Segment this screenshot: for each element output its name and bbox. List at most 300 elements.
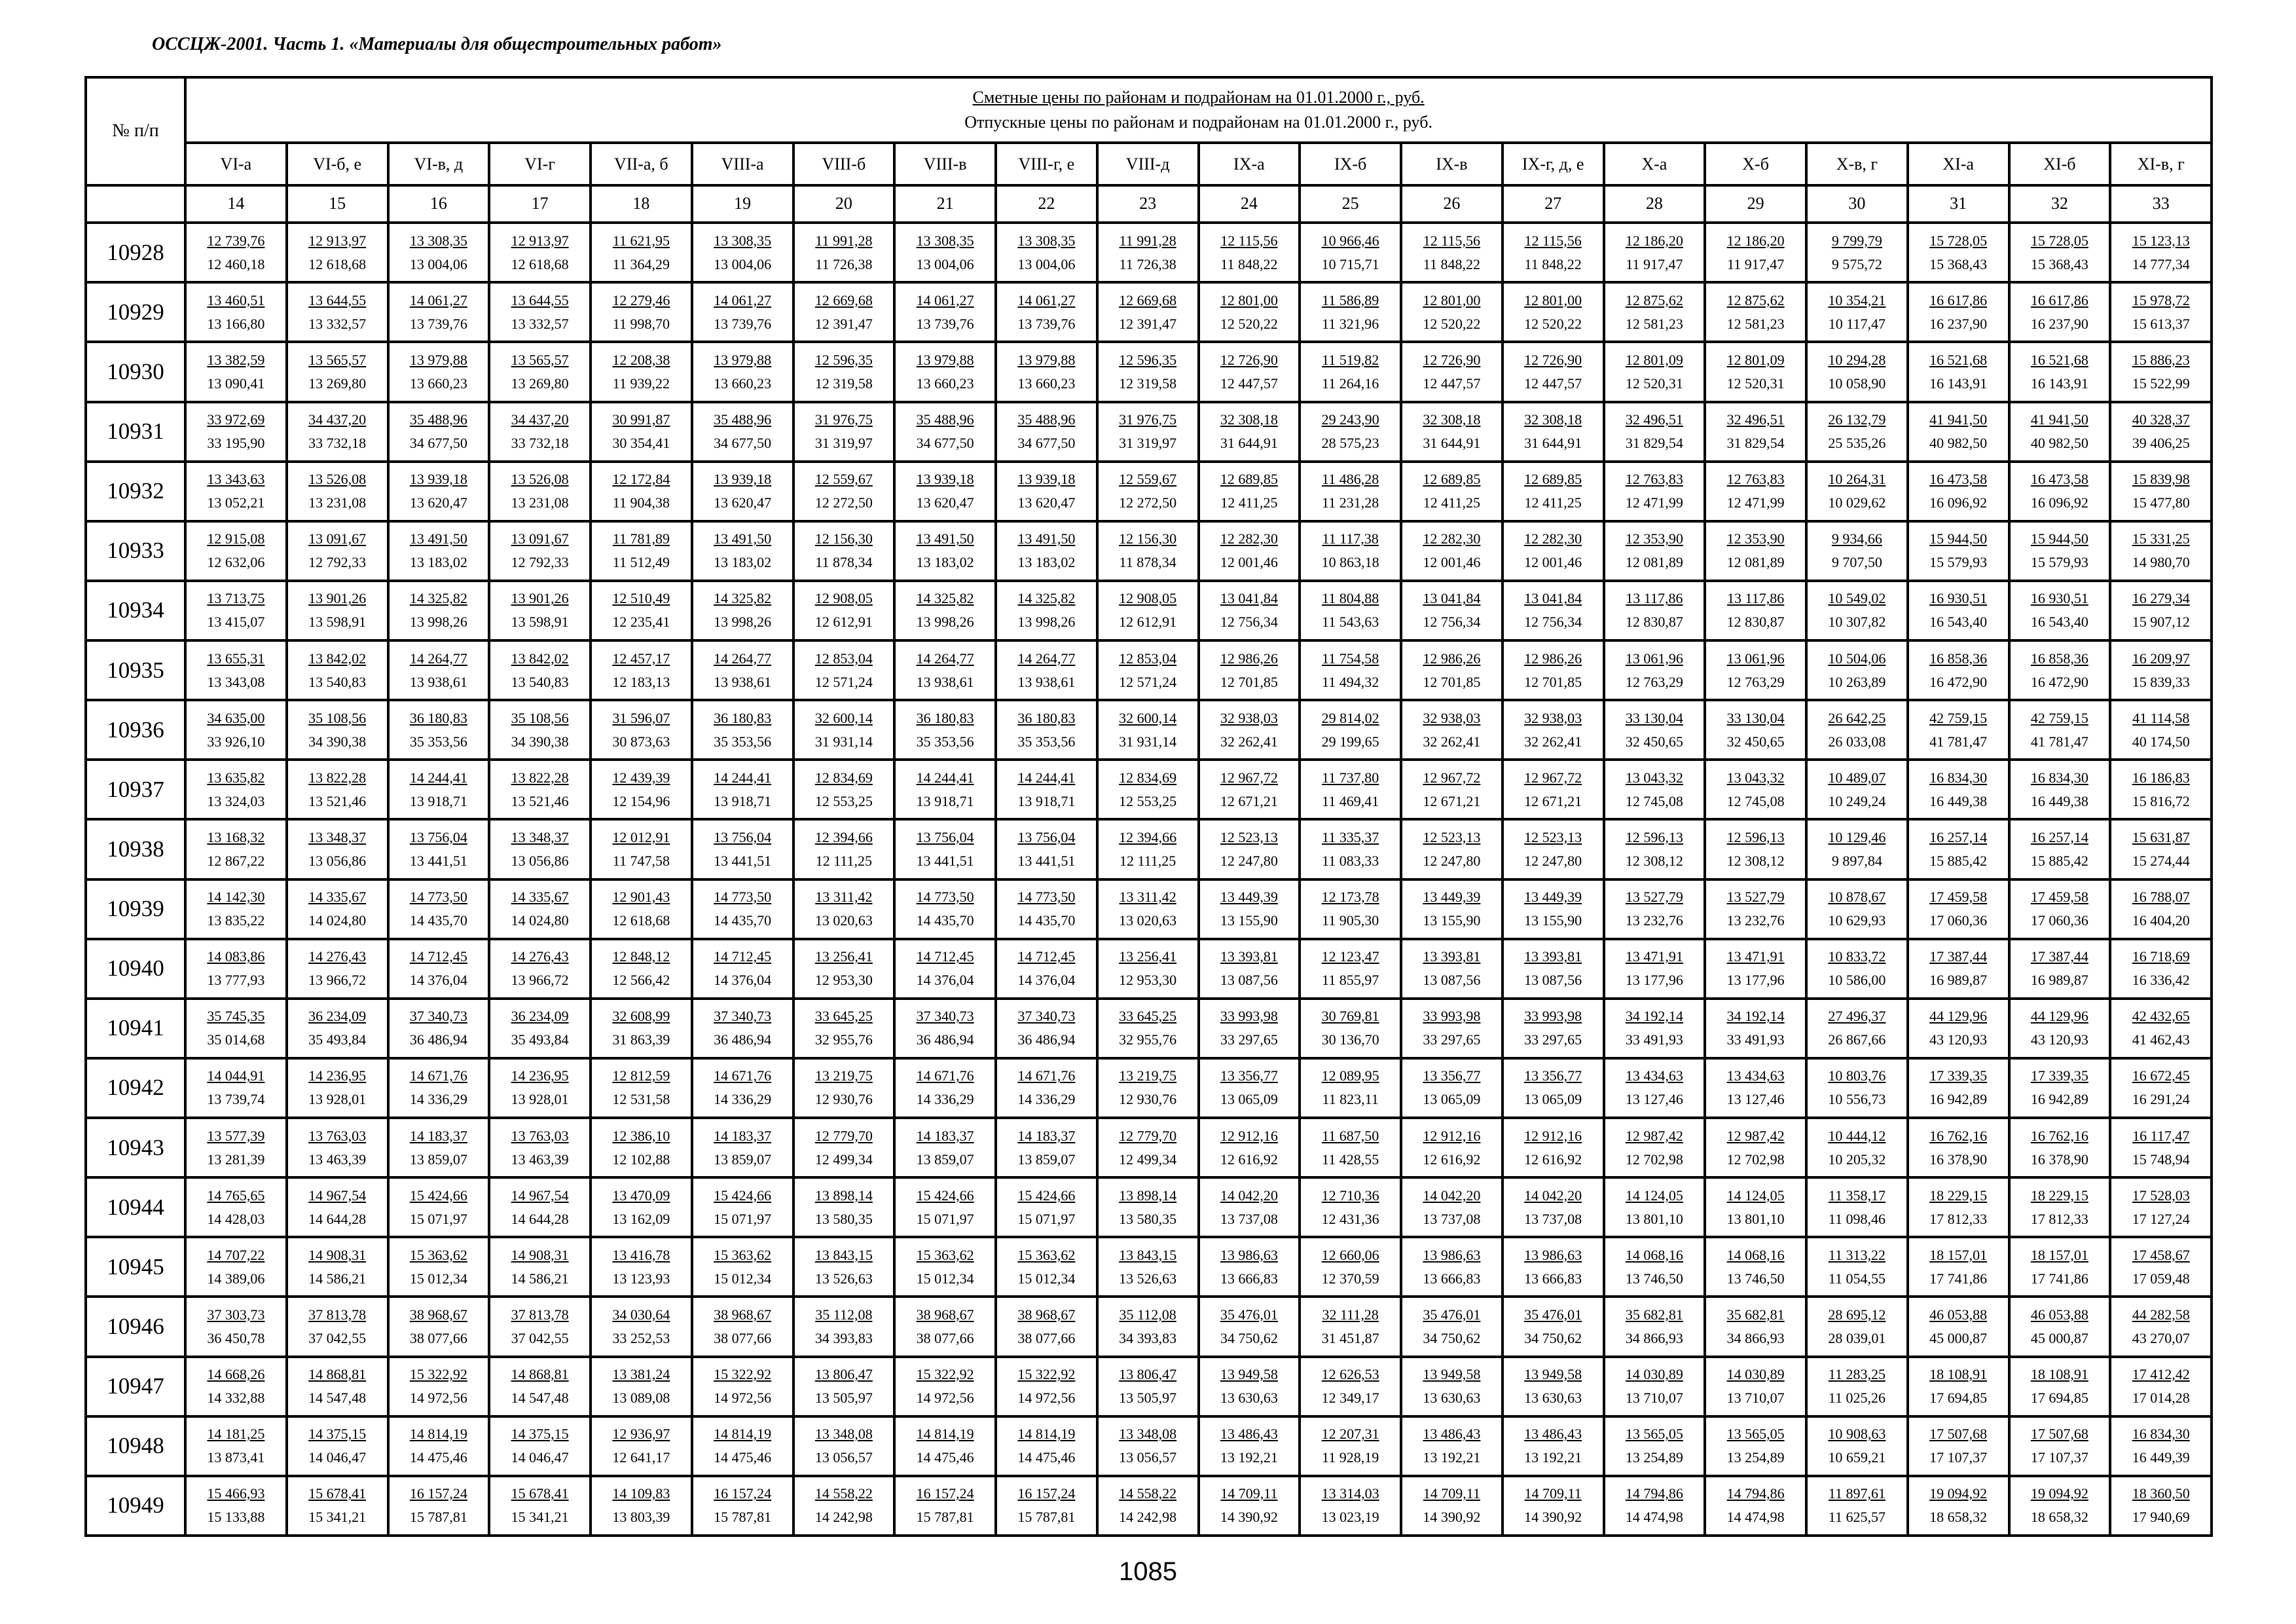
price-cell: [489, 1118, 591, 1177]
price-cell: [388, 521, 490, 581]
table-row: [86, 402, 2212, 462]
table-row: [86, 1416, 2212, 1476]
price-cell: [287, 581, 388, 640]
release-price: 10 205,32: [1828, 1151, 1886, 1168]
price-cell: [1604, 1177, 1705, 1237]
row-code: 10944: [86, 1177, 185, 1237]
price-cell: [1401, 342, 1503, 401]
price-cell: [287, 1058, 388, 1118]
release-price: 16 237,90: [1929, 315, 1988, 332]
row-code: 10933: [86, 521, 185, 581]
release-price: 13 065,09: [1220, 1091, 1278, 1108]
release-price: 13 231,08: [511, 494, 569, 511]
estimated-price: 16 209,97: [2132, 650, 2190, 667]
estimated-price: 12 510,49: [612, 590, 670, 607]
estimated-price: 13 434,63: [1726, 1067, 1785, 1084]
estimated-price: 40 328,37: [2132, 411, 2190, 428]
release-price: 12 701,85: [1524, 673, 1582, 690]
release-price: 12 671,21: [1524, 792, 1582, 809]
release-price: 15 012,34: [916, 1270, 974, 1287]
price-cell: [185, 521, 287, 581]
release-price: 13 441,51: [916, 852, 974, 869]
price-cell: [1806, 1177, 1908, 1237]
release-price: 13 269,80: [511, 375, 569, 392]
price-cell: [1199, 640, 1300, 700]
estimated-price: 12 801,00: [1524, 291, 1582, 308]
price-cell: [591, 760, 692, 819]
estimated-price: 14 375,15: [511, 1426, 569, 1443]
column-number: 22: [996, 185, 1097, 223]
price-cell: [1604, 939, 1705, 999]
table-row: [86, 640, 2212, 700]
release-price: 13 526,63: [1119, 1270, 1177, 1287]
estimated-price: 15 886,23: [2132, 351, 2190, 368]
release-price: 13 630,63: [1220, 1390, 1278, 1407]
price-cell: [388, 700, 490, 760]
price-cell: [1097, 999, 1199, 1058]
release-price: 32 450,65: [1726, 733, 1785, 750]
estimated-price: 14 244,41: [916, 769, 974, 786]
estimated-price: 12 908,05: [1119, 590, 1177, 607]
price-cell: [1401, 939, 1503, 999]
estimated-price: 14 030,89: [1625, 1366, 1683, 1383]
page-number: 1085: [1119, 1557, 1177, 1586]
release-price: 39 406,25: [2132, 435, 2190, 452]
price-cell: [2009, 1058, 2111, 1118]
estimated-price: 14 814,19: [916, 1426, 974, 1443]
price-cell: [489, 282, 591, 342]
estimated-price: 13 756,04: [714, 828, 772, 845]
release-price: 40 174,50: [2132, 733, 2190, 750]
price-cell: [996, 581, 1097, 640]
price-cell: [1908, 1476, 2009, 1536]
price-cell: [1199, 223, 1300, 282]
price-cell: [1503, 462, 1604, 521]
price-cell: [894, 819, 996, 879]
estimated-price: 14 236,95: [308, 1067, 367, 1084]
price-cell: [793, 1118, 895, 1177]
estimated-price: 15 728,05: [1929, 232, 1988, 249]
price-cell: [2009, 939, 2111, 999]
price-cell: [1705, 939, 1806, 999]
estimated-price: 44 282,58: [2132, 1306, 2190, 1323]
district-header-row: [86, 143, 2212, 185]
price-cell: [1503, 1476, 1604, 1536]
estimated-price: 13 842,02: [511, 650, 569, 667]
release-price: 31 319,97: [1119, 435, 1177, 452]
estimated-price: 16 672,45: [2132, 1067, 2190, 1084]
price-cell: [1806, 700, 1908, 760]
price-cell: [1604, 1297, 1705, 1356]
estimated-price: 13 041,84: [1220, 590, 1278, 607]
price-cell: [1097, 1416, 1199, 1476]
price-cell: [287, 700, 388, 760]
estimated-price: 15 424,66: [714, 1187, 772, 1204]
column-number: 31: [1908, 185, 2009, 223]
price-cell: [185, 1297, 287, 1356]
release-price: 15 274,44: [2132, 852, 2190, 869]
price-cell: [793, 640, 895, 700]
estimated-price: 15 322,92: [916, 1366, 974, 1383]
release-price: 12 616,92: [1524, 1151, 1582, 1168]
release-price: 12 001,46: [1524, 554, 1582, 571]
release-price: 13 183,02: [409, 554, 467, 571]
price-cell: [2110, 1476, 2212, 1536]
district-header: XI-б: [2009, 143, 2111, 185]
estimated-price: 9 934,66: [1831, 530, 1882, 547]
price-cell: [1503, 999, 1604, 1058]
release-price: 36 450,78: [207, 1329, 265, 1346]
estimated-price: 10 504,06: [1828, 650, 1886, 667]
estimated-price: 14 325,82: [1017, 590, 1076, 607]
price-cell: [692, 1177, 793, 1237]
estimated-price: 12 457,17: [612, 650, 670, 667]
release-price: 14 332,88: [207, 1390, 265, 1407]
estimated-price: 13 713,75: [207, 590, 265, 607]
release-price: 12 763,29: [1726, 673, 1785, 690]
estimated-price: 14 773,50: [1017, 889, 1076, 906]
estimated-price: 12 710,36: [1321, 1187, 1379, 1204]
release-price: 16 143,91: [1929, 375, 1988, 392]
estimated-price: 12 967,72: [1423, 769, 1481, 786]
release-price: 14 644,28: [308, 1210, 367, 1227]
price-cell: [185, 1237, 287, 1297]
release-price: 31 829,54: [1726, 435, 1785, 452]
release-price: 12 471,99: [1726, 494, 1785, 511]
release-price: 13 463,39: [308, 1151, 367, 1168]
row-code: 10945: [86, 1237, 185, 1297]
estimated-price: 17 458,67: [2132, 1246, 2190, 1263]
release-price: 15 071,97: [409, 1210, 467, 1227]
release-price: 13 281,39: [207, 1151, 265, 1168]
estimated-price: 18 108,91: [1929, 1366, 1988, 1383]
release-price: 12 520,22: [1524, 315, 1582, 332]
estimated-price: 13 449,39: [1423, 889, 1481, 906]
estimated-price: 42 432,65: [2132, 1008, 2190, 1025]
release-price: 13 660,23: [1017, 375, 1076, 392]
estimated-price: 13 219,75: [814, 1067, 873, 1084]
table-caption: [185, 77, 2212, 143]
price-cell: [2110, 402, 2212, 462]
release-price: 14 024,80: [308, 912, 367, 929]
estimated-price: 14 709,11: [1524, 1485, 1582, 1502]
estimated-price: 16 617,86: [2030, 291, 2088, 308]
estimated-price: 13 308,35: [409, 232, 467, 249]
price-cell: [1705, 1476, 1806, 1536]
estimated-price: 15 728,05: [2030, 232, 2088, 249]
estimated-price: 32 496,51: [1726, 411, 1785, 428]
column-number: 23: [1097, 185, 1199, 223]
price-cell: [591, 581, 692, 640]
release-price: 16 291,24: [2132, 1091, 2190, 1108]
row-code: 10941: [86, 999, 185, 1058]
release-price: 17 741,86: [1929, 1270, 1988, 1287]
estimated-price: 14 814,19: [409, 1426, 467, 1443]
price-cell: [489, 1416, 591, 1476]
price-cell: [793, 1297, 895, 1356]
release-price: 12 319,58: [814, 375, 873, 392]
price-cell: [2110, 640, 2212, 700]
estimated-price: 26 132,79: [1828, 411, 1886, 428]
estimated-price: 12 801,00: [1220, 291, 1278, 308]
release-price: 43 270,07: [2132, 1329, 2190, 1346]
price-cell: [388, 1058, 490, 1118]
price-cell: [894, 999, 996, 1058]
estimated-price: 13 308,35: [916, 232, 974, 249]
release-price: 34 750,62: [1220, 1329, 1278, 1346]
estimated-price: 14 264,77: [409, 650, 467, 667]
caption-release-prices: Отпускные цены по районам и подрайонам на 01.01.2000 г., руб.: [964, 113, 1432, 132]
estimated-price: 29 814,02: [1321, 709, 1379, 726]
price-cell: [287, 1476, 388, 1536]
release-price: 17 060,36: [2030, 912, 2088, 929]
price-cell: [1300, 223, 1401, 282]
price-cell: [388, 760, 490, 819]
price-cell: [793, 700, 895, 760]
estimated-price: 14 183,37: [1017, 1127, 1076, 1144]
estimated-price: 16 117,47: [2132, 1127, 2190, 1144]
release-price: 38 077,66: [916, 1329, 974, 1346]
price-cell: [1199, 1118, 1300, 1177]
price-cell: [1401, 1357, 1503, 1416]
price-cell: [185, 1357, 287, 1416]
price-cell: [793, 819, 895, 879]
release-price: 12 370,59: [1321, 1270, 1379, 1287]
district-header: IX-г, д, е: [1503, 143, 1604, 185]
price-cell: [996, 700, 1097, 760]
estimated-price: 14 325,82: [916, 590, 974, 607]
price-cell: [996, 1237, 1097, 1297]
price-cell: [1097, 760, 1199, 819]
price-cell: [894, 223, 996, 282]
table-row: [86, 760, 2212, 819]
release-price: 11 848,22: [1524, 255, 1582, 272]
price-cell: [287, 939, 388, 999]
release-price: 34 390,38: [511, 733, 569, 750]
release-price: 40 982,50: [2030, 435, 2088, 452]
price-cell: [996, 879, 1097, 939]
release-price: 13 660,23: [714, 375, 772, 392]
release-price: 17 059,48: [2132, 1270, 2190, 1287]
release-price: 12 581,23: [1726, 315, 1785, 332]
estimated-price: 13 043,32: [1625, 769, 1683, 786]
table-row: [86, 1177, 2212, 1237]
estimated-price: 35 488,96: [916, 411, 974, 428]
release-price: 13 343,08: [207, 673, 265, 690]
release-price: 13 192,21: [1220, 1449, 1278, 1466]
estimated-price: 17 339,35: [1929, 1067, 1988, 1084]
price-cell: [185, 999, 287, 1058]
estimated-price: 13 949,58: [1524, 1366, 1582, 1383]
estimated-price: 12 282,30: [1423, 530, 1481, 547]
price-cell: [1097, 342, 1199, 401]
estimated-price: 13 393,81: [1524, 948, 1582, 965]
estimated-price: 14 124,05: [1726, 1187, 1785, 1204]
release-price: 17 694,85: [2030, 1390, 2088, 1407]
release-price: 13 127,46: [1625, 1091, 1683, 1108]
price-cell: [2009, 760, 2111, 819]
release-price: 13 123,93: [612, 1270, 670, 1287]
price-cell: [489, 1476, 591, 1536]
release-price: 14 435,70: [1017, 912, 1076, 929]
price-cell: [185, 819, 287, 879]
estimated-price: 12 123,47: [1321, 948, 1379, 965]
price-cell: [1705, 462, 1806, 521]
release-price: 13 162,09: [612, 1210, 670, 1227]
price-cell: [1705, 342, 1806, 401]
release-price: 13 739,76: [409, 315, 467, 332]
price-cell: [1604, 879, 1705, 939]
release-price: 12 702,98: [1726, 1151, 1785, 1168]
price-cell: [2110, 1416, 2212, 1476]
estimated-price: 30 991,87: [612, 411, 670, 428]
release-price: 17 127,24: [2132, 1210, 2190, 1227]
table-row: [86, 1357, 2212, 1416]
price-cell: [1199, 342, 1300, 401]
release-price: 31 644,91: [1423, 435, 1481, 452]
price-cell: [185, 760, 287, 819]
release-price: 13 660,23: [409, 375, 467, 392]
release-price: 17 741,86: [2030, 1270, 2088, 1287]
release-price: 13 777,93: [207, 972, 265, 989]
table-row: [86, 282, 2212, 342]
price-cell: [1097, 1476, 1199, 1536]
release-price: 13 998,26: [714, 614, 772, 631]
price-cell: [2009, 1357, 2111, 1416]
price-cell: [1908, 1297, 2009, 1356]
release-price: 14 390,92: [1423, 1509, 1481, 1526]
price-cell: [1097, 1118, 1199, 1177]
table-row: [86, 819, 2212, 879]
estimated-price: 14 044,91: [207, 1067, 265, 1084]
row-code: 10943: [86, 1118, 185, 1177]
release-price: 13 620,47: [409, 494, 467, 511]
price-cell: [1199, 402, 1300, 462]
price-cell: [1199, 1237, 1300, 1297]
price-cell: [1908, 700, 2009, 760]
release-price: 13 966,72: [308, 972, 367, 989]
estimated-price: 14 709,11: [1220, 1485, 1278, 1502]
price-cell: [1806, 462, 1908, 521]
estimated-price: 18 157,01: [1929, 1246, 1988, 1263]
price-cell: [1806, 640, 1908, 700]
price-cell: [2110, 999, 2212, 1058]
release-price: 12 701,85: [1220, 673, 1278, 690]
price-cell: [1199, 581, 1300, 640]
price-cell: [1705, 999, 1806, 1058]
row-code: 10929: [86, 282, 185, 342]
estimated-price: 14 061,27: [409, 291, 467, 308]
release-price: 14 435,70: [714, 912, 772, 929]
price-cell: [2009, 462, 2111, 521]
estimated-price: 13 393,81: [1220, 948, 1278, 965]
estimated-price: 18 157,01: [2030, 1246, 2088, 1263]
price-cell: [1806, 282, 1908, 342]
estimated-price: 41 114,58: [2132, 709, 2190, 726]
price-cell: [591, 223, 692, 282]
release-price: 11 726,38: [815, 255, 873, 272]
release-price: 12 154,96: [612, 792, 670, 809]
release-price: 17 694,85: [1929, 1390, 1988, 1407]
release-price: 11 917,47: [1626, 255, 1683, 272]
release-price: 13 739,76: [1017, 315, 1076, 332]
row-code: 10940: [86, 939, 185, 999]
release-price: 11 855,97: [1322, 972, 1379, 989]
estimated-price: 15 424,66: [1017, 1187, 1076, 1204]
release-price: 11 512,49: [612, 554, 670, 571]
price-cell: [1300, 819, 1401, 879]
estimated-price: 13 348,37: [511, 828, 569, 845]
estimated-price: 10 878,67: [1828, 889, 1886, 906]
release-price: 11 726,38: [1119, 255, 1176, 272]
price-cell: [1097, 1058, 1199, 1118]
price-cell: [894, 1118, 996, 1177]
price-cell: [287, 1297, 388, 1356]
release-price: 13 710,07: [1726, 1390, 1785, 1407]
price-cell: [489, 462, 591, 521]
estimated-price: 13 091,67: [511, 530, 569, 547]
estimated-price: 30 769,81: [1321, 1008, 1379, 1025]
estimated-price: 14 325,82: [409, 590, 467, 607]
estimated-price: 33 993,98: [1220, 1008, 1278, 1025]
release-price: 12 272,50: [814, 494, 873, 511]
estimated-price: 31 976,75: [1119, 411, 1177, 428]
release-price: 33 195,90: [207, 435, 265, 452]
price-cell: [692, 282, 793, 342]
estimated-price: 14 244,41: [714, 769, 772, 786]
price-cell: [591, 700, 692, 760]
release-price: 13 065,09: [1524, 1091, 1582, 1108]
price-cell: [894, 879, 996, 939]
estimated-price: 13 527,79: [1625, 889, 1683, 906]
release-price: 14 475,46: [409, 1449, 467, 1466]
price-cell: [996, 1177, 1097, 1237]
price-cell: [287, 282, 388, 342]
estimated-price: 14 765,65: [207, 1187, 265, 1204]
estimated-price: 34 192,14: [1625, 1008, 1683, 1025]
release-price: 13 938,61: [409, 673, 467, 690]
estimated-price: 11 486,28: [1322, 471, 1379, 488]
estimated-price: 37 340,73: [409, 1008, 467, 1025]
estimated-price: 12 282,30: [1220, 530, 1278, 547]
estimated-price: 15 839,98: [2132, 471, 2190, 488]
estimated-price: 13 091,67: [308, 530, 367, 547]
estimated-price: 14 558,22: [1119, 1485, 1177, 1502]
estimated-price: 37 340,73: [714, 1008, 772, 1025]
release-price: 15 787,81: [1017, 1509, 1076, 1526]
price-cell: [388, 1237, 490, 1297]
row-code: 10937: [86, 760, 185, 819]
release-price: 12 930,76: [1119, 1091, 1177, 1108]
release-price: 11 905,30: [1322, 912, 1379, 929]
price-cell: [692, 1476, 793, 1536]
release-price: 15 071,97: [714, 1210, 772, 1227]
release-price: 14 972,56: [409, 1390, 467, 1407]
price-cell: [1300, 342, 1401, 401]
release-price: 16 989,87: [2030, 972, 2088, 989]
price-cell: [1097, 223, 1199, 282]
estimated-price: 13 486,43: [1524, 1426, 1582, 1443]
release-price: 16 096,92: [2030, 494, 2088, 511]
release-price: 33 491,93: [1625, 1031, 1683, 1048]
estimated-price: 34 635,00: [207, 709, 265, 726]
price-cell: [1908, 1118, 2009, 1177]
price-cell: [591, 1297, 692, 1356]
price-cell: [1097, 939, 1199, 999]
price-cell: [1401, 402, 1503, 462]
price-cell: [1401, 1416, 1503, 1476]
price-cell: [996, 999, 1097, 1058]
